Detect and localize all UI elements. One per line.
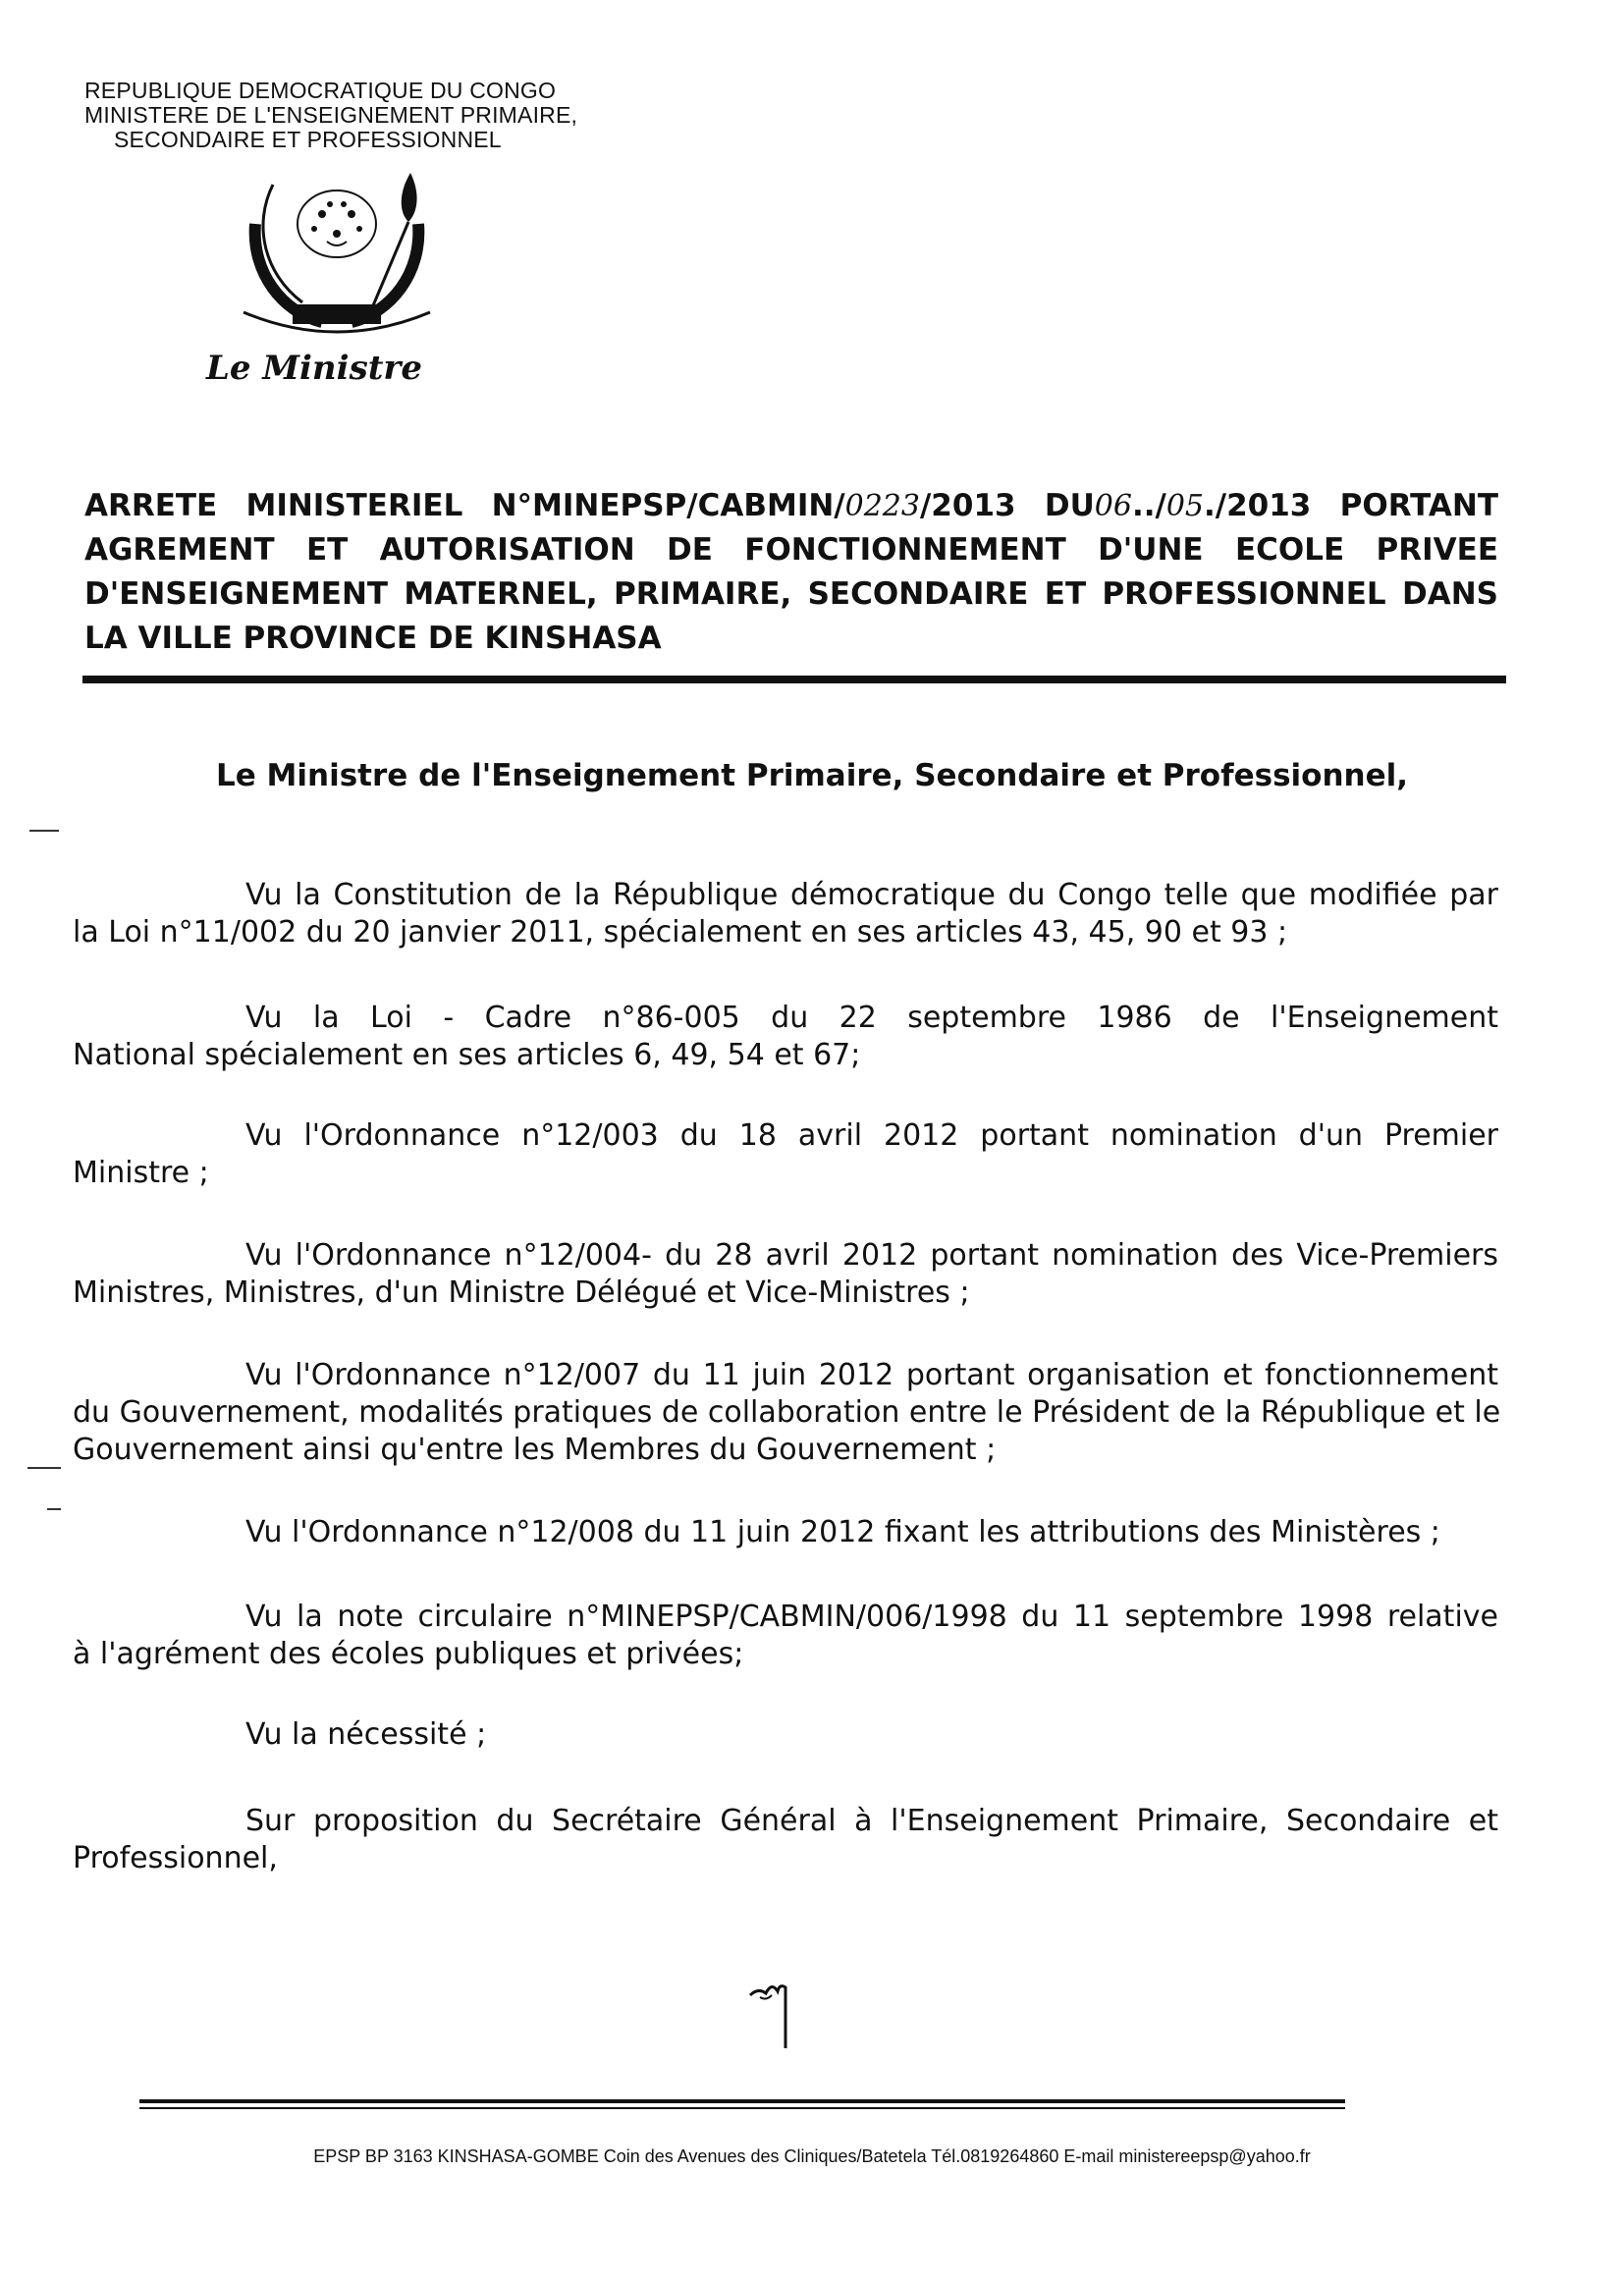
considerant-necessite: Vu la nécessité ; <box>245 1717 487 1752</box>
title-underline <box>82 676 1506 683</box>
footer-rule-thin <box>139 2107 1345 2109</box>
considerant-ordonnance-007: Vu l'Ordonnance n°12/007 du 11 juin 2012 portant organisation et fonctionnement du Gouvernement, modalités pratiques de collaboration entre le Président de la République et le Gouvernement ainsi qu'entre les Membres du Gouvernement ; <box>73 1358 1501 1467</box>
title-line-1: ARRETE MINISTERIEL N°MINEPSP/CABMIN/0223/2013 DU06../05./2013 PORTANT <box>84 488 1498 523</box>
considerant-proposition: Sur proposition du Secrétaire Général à l'Enseignement Primaire, Secondaire et Professionnel, <box>73 1804 1498 1875</box>
coat-of-arms-icon <box>234 165 440 342</box>
letterhead-ministry-cont: SECONDAIRE ET PROFESSIONNEL <box>114 127 502 152</box>
considerant-ordonnance-003: Vu l'Ordonnance n°12/003 du 18 avril 2012 portant nomination d'un Premier Ministre ; <box>73 1118 1498 1190</box>
considerant-note-circulaire: Vu la note circulaire n°MINEPSP/CABMIN/006/1998 du 11 septembre 1998 relative à l'agrément des écoles publiques et privées; <box>73 1600 1498 1671</box>
handwritten-month: 05 <box>1165 489 1204 523</box>
minister-heading: Le Ministre de l'Enseignement Primaire, Secondaire et Professionnel, <box>215 758 1409 793</box>
considerant-ordonnance-008: Vu l'Ordonnance n°12/008 du 11 juin 2012 fixant les attributions des Ministères ; <box>245 1515 1440 1549</box>
minister-signature-label: Le Ministre <box>206 349 422 388</box>
scan-margin-mark <box>27 1467 61 1469</box>
title-line-2: AGREMENT ET AUTORISATION DE FONCTIONNEMENT D'UNE ECOLE PRIVEE <box>84 532 1498 568</box>
letterhead-country: REPUBLIQUE DEMOCRATIQUE DU CONGO <box>84 78 557 103</box>
handwritten-initials-icon <box>746 1974 805 2052</box>
letterhead-ministry: MINISTERE DE L'ENSEIGNEMENT PRIMAIRE, <box>84 102 578 128</box>
footer-rule <box>139 2099 1345 2103</box>
handwritten-decree-number: 0223 <box>844 489 920 523</box>
considerant-loi-cadre: Vu la Loi - Cadre n°86-005 du 22 septembre 1986 de l'Enseignement National spécialement en ses articles 6, 49, 54 et 67; <box>73 1001 1498 1072</box>
letterhead <box>84 79 693 152</box>
scan-margin-mark <box>47 1508 61 1510</box>
considerant-constitution: Vu la Constitution de la République démocratique du Congo telle que modifiée par la Loi n°11/002 du 20 janvier 2011, spécialement en ses articles 43, 45, 90 et 93 ; <box>73 878 1498 950</box>
title-line-4: LA VILLE PROVINCE DE KINSHASA <box>84 621 662 656</box>
title-line-3: D'ENSEIGNEMENT MATERNEL, PRIMAIRE, SECONDAIRE ET PROFESSIONNEL DANS <box>84 576 1498 612</box>
document-title <box>84 484 1498 661</box>
footer-address: EPSP BP 3163 KINSHASA-GOMBE Coin des Avenues des Cliniques/Batetela Tél.0819264860 E-mail ministereepsp@yahoo.fr <box>313 2146 1311 2166</box>
scan-margin-mark <box>29 830 59 832</box>
handwritten-day: 06 <box>1094 489 1132 523</box>
considerant-ordonnance-004: Vu l'Ordonnance n°12/004- du 28 avril 2012 portant nomination des Vice-Premiers Ministres, Ministres, d'un Ministre Délégué et Vice-Ministres ; <box>73 1238 1498 1310</box>
